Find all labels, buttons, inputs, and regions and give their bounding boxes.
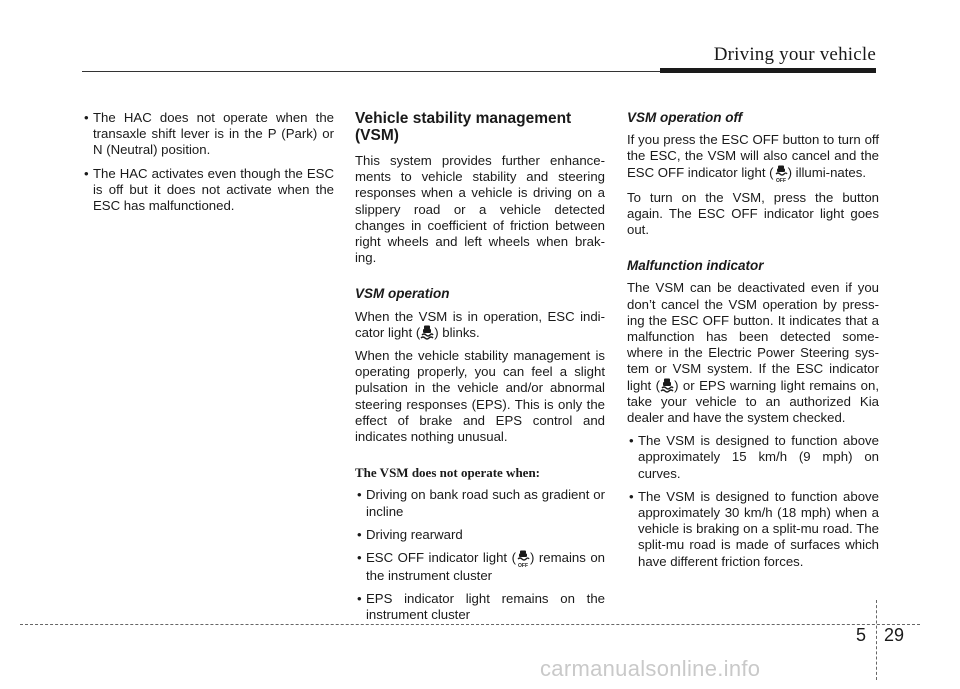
- esc-indicator-icon: [660, 378, 674, 394]
- vsm-operation-heading: VSM operation: [355, 286, 450, 302]
- list-item: • Driving rearward: [355, 527, 605, 543]
- list-item: • Driving on bank road such as gradient or incline: [355, 487, 605, 519]
- footer-rule: [20, 624, 920, 625]
- page-number: 29: [884, 625, 905, 645]
- vsm-on-text: To turn on the VSM, press the button again. The ESC OFF indicator light goes out.: [627, 189, 879, 238]
- malfunction-heading: Malfunction indicator: [627, 258, 764, 274]
- svg-text:OFF: OFF: [518, 563, 528, 569]
- esc-indicator-icon: [420, 325, 434, 341]
- vsm-not-operate-heading: The VSM does not operate when:: [355, 465, 541, 481]
- vsm-off-text: If you press the ESC OFF button to turn off the ESC, the VSM will also cancel and the ESC OFF indicator light ( OFF ) illumi-nates.: [627, 132, 879, 183]
- vsm-heading: Vehicle stability management (VSM): [355, 110, 572, 144]
- vsm-operation-text: When the VSM is in operation, ESC indi-cator light ( ) blinks.: [355, 308, 605, 340]
- list-item: • The HAC activates even though the ESC is off but it does not activate when the ESC has malfunctioned.: [82, 166, 334, 215]
- chapter-number: 5: [856, 625, 867, 645]
- vsm-not-operate-list: [355, 487, 605, 623]
- column-1: [82, 110, 334, 221]
- hac-bullet-list: [82, 110, 334, 214]
- column-2: [355, 110, 605, 631]
- list-item: • The VSM is designed to function above approximately 30 km/h (18 mph) when a vehicle is braking on a split-mu road. The split-mu road is made of surfaces which have different friction forces.: [627, 489, 879, 570]
- esc-off-icon: [516, 550, 530, 568]
- header-rule-bar: [660, 68, 876, 73]
- esc-off-icon: [774, 165, 788, 183]
- list-item: • The VSM is designed to function above approximately 15 km/h (9 mph) on curves.: [627, 433, 879, 482]
- watermark: carmanualsonline.info: [540, 656, 761, 681]
- vsm-operation-note: When the vehicle stability management is operating properly, you can feel a slight pulsation in the vehicle and/or abnormal steering responses (EPS). This is only the effect of brake and EPS control and indicates nothing unusual.: [355, 348, 605, 445]
- header-rule: [82, 71, 660, 72]
- svg-text:OFF: OFF: [775, 177, 786, 183]
- list-item: • The HAC does not operate when the transaxle shift lever is in the P (Park) or N (Neutral) position.: [82, 110, 334, 159]
- malfunction-list: [627, 433, 879, 570]
- list-item: • ESC OFF indicator light ( OFF ) remains on the instrument cluster: [355, 550, 605, 584]
- footer-divider: [876, 600, 877, 680]
- vsm-off-heading: VSM operation off: [627, 110, 743, 125]
- column-3: [627, 110, 879, 577]
- list-item: • EPS indicator light remains on the instrument cluster: [355, 591, 605, 623]
- section-title: Driving your vehicle: [713, 44, 876, 65]
- malfunction-text: The VSM can be deactivated even if you don’t cancel the VSM operation by press-ing the ESC OFF button. It indicates that a malfunction has been detected some-where in the Electric Power Steering sys-tem or VSM system. If the ESC indicator light ( ) or EPS warning light remains on, take your vehicle to an authorized Kia dealer and have the system checked.: [627, 280, 879, 426]
- vsm-intro: This system provides further enhance-ments to vehicle stability and steering responses when a vehicle is driving on a slippery road or a vehicle detected changes in coefficient of friction between right wheels and left wheels when brak-ing.: [355, 153, 605, 266]
